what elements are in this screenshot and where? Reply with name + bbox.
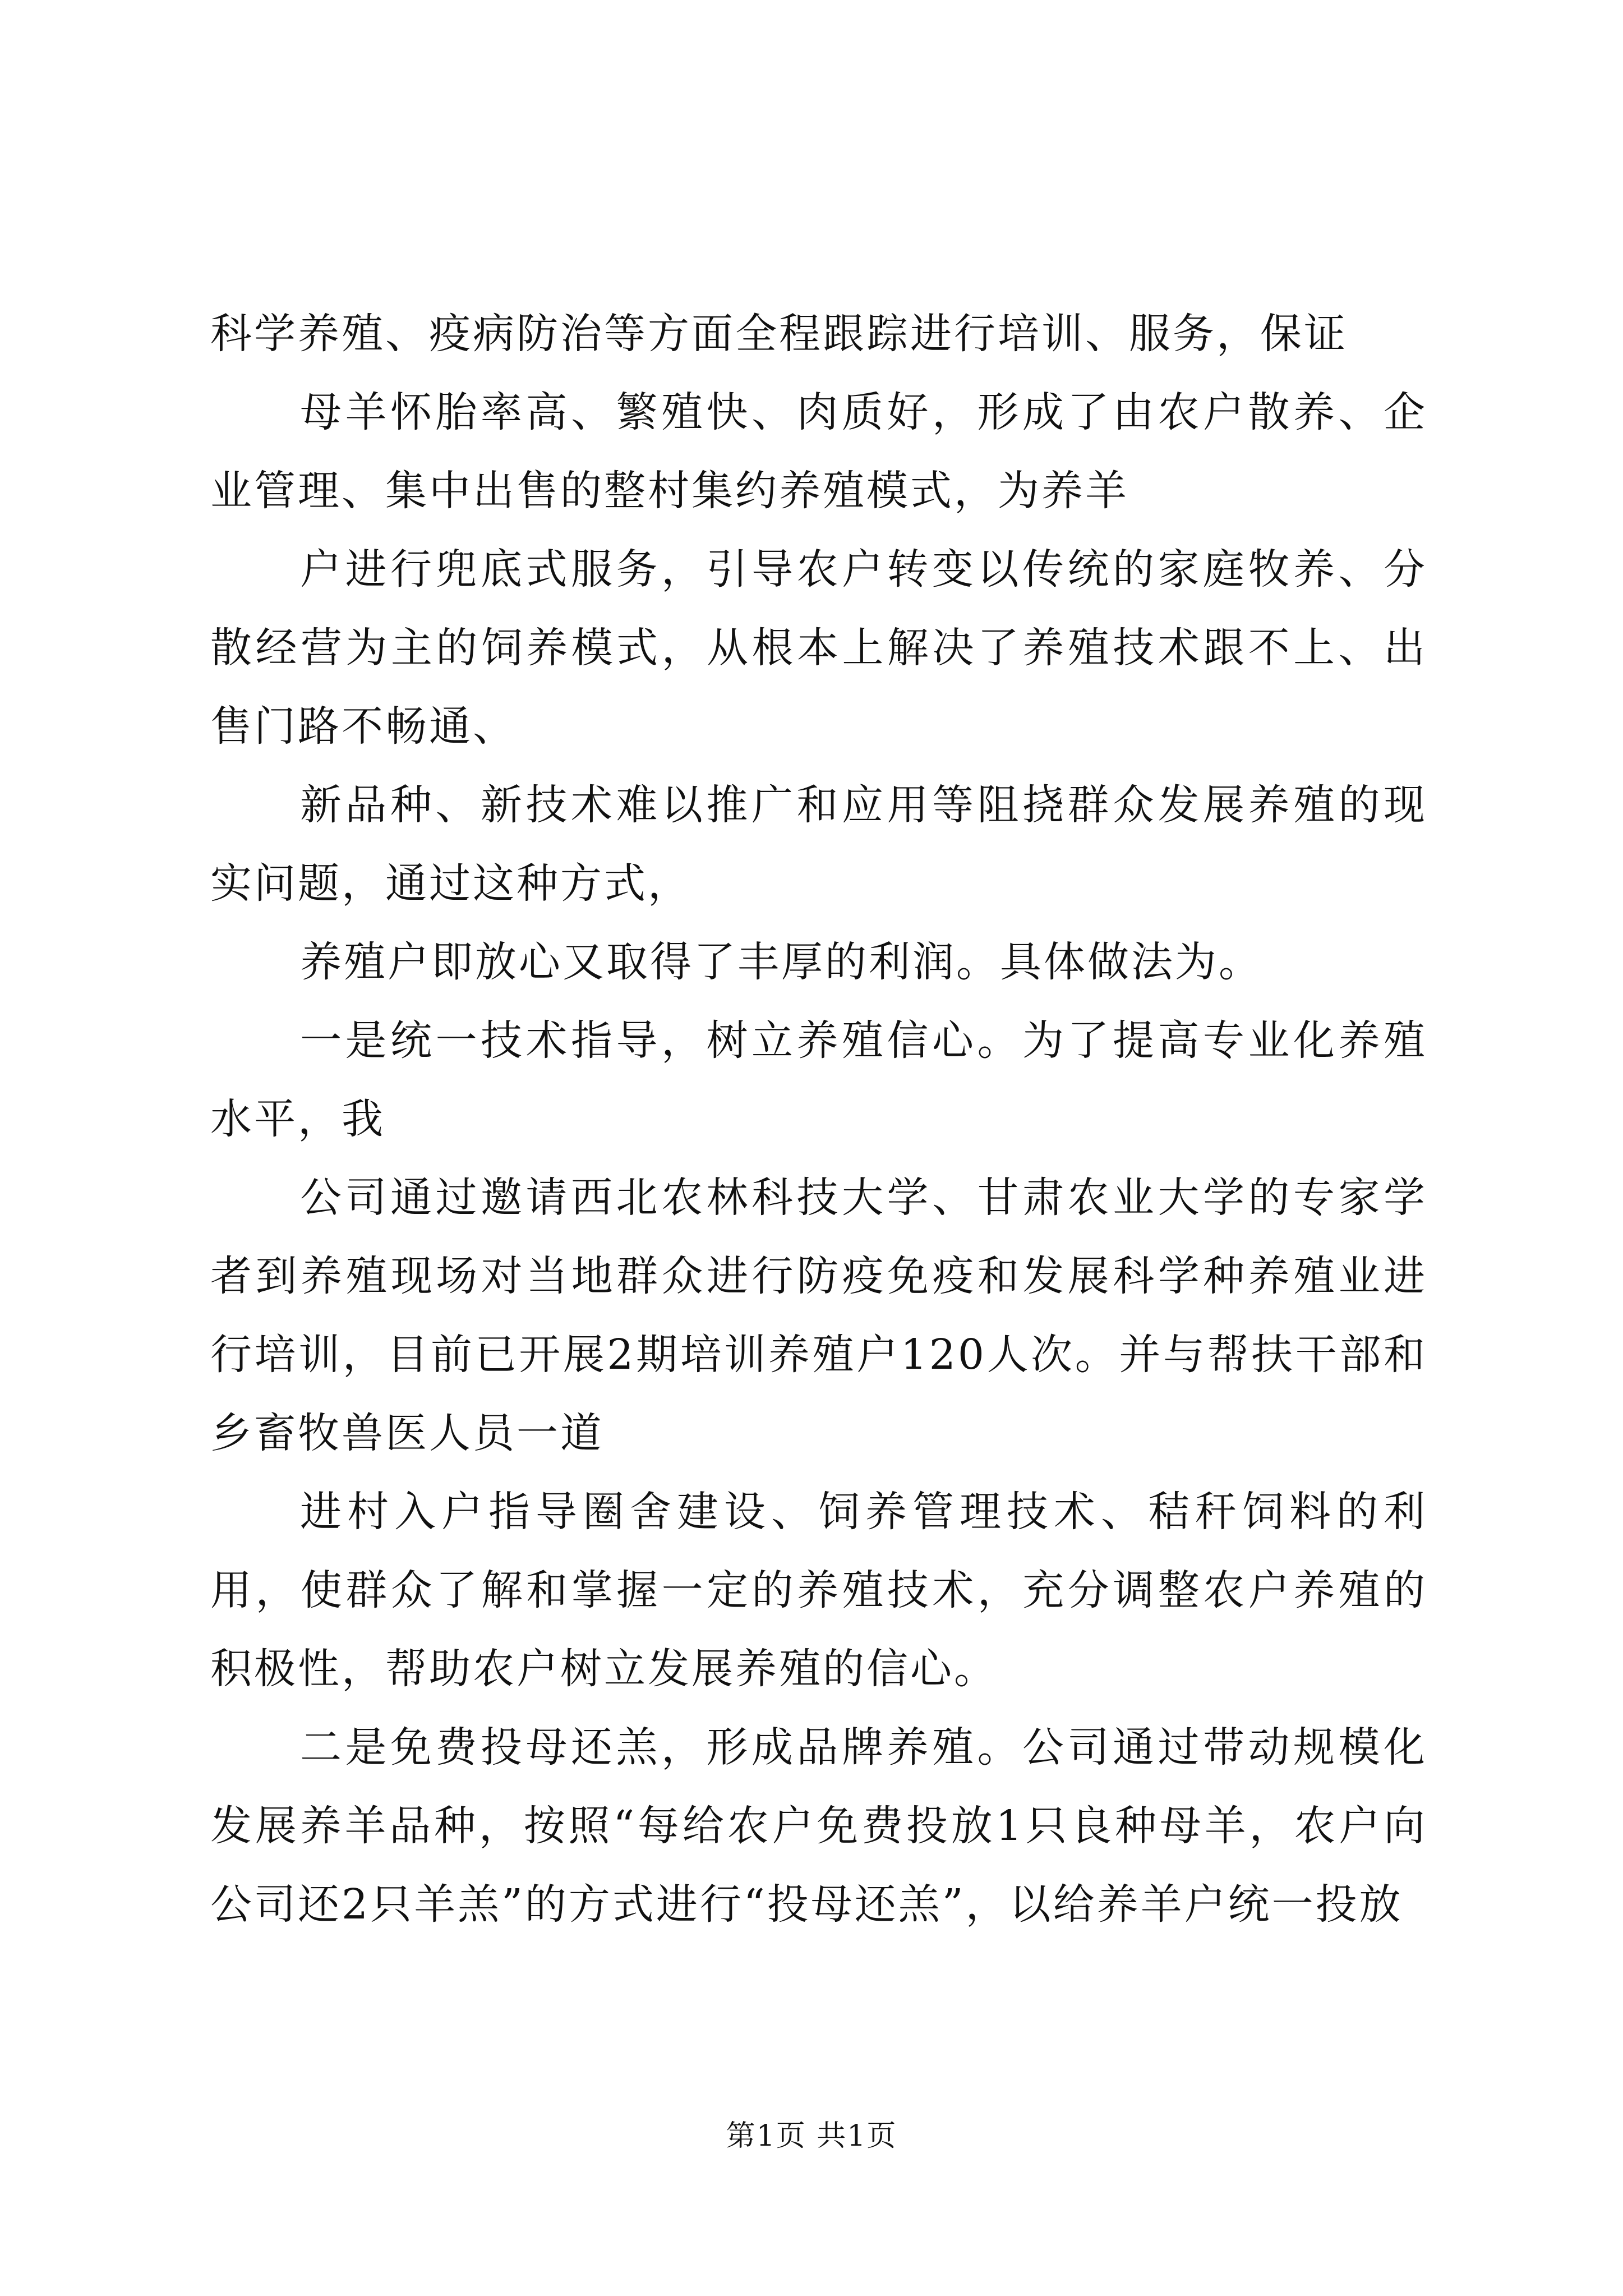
paragraph-2: 母羊怀胎率高、繁殖快、肉质好，形成了由农户散养、企业管理、集中出售的整村集约养殖模式，为养羊	[210, 388, 1427, 515]
paragraph-8: 进村入户指导圈舍建设、饲养管理技术、秸秆饲料的利用，使群众了解和掌握一定的养殖技术，充分调整农户养殖的积极性，帮助农户树立发展养殖的信心。	[210, 1488, 1427, 1693]
paragraph-6: 一是统一技术指导，树立养殖信心。为了提高专业化养殖水平，我	[210, 1016, 1427, 1143]
paragraph-9: 二是免费投母还羔，形成品牌养殖。公司通过带动规模化发展养羊品种，按照“每给农户免费投放1只良种母羊，农户向公司还2只羊羔”的方式进行“投母还羔”，以给养羊户统一投放	[210, 1723, 1427, 1929]
page-footer: 第1页 共1页	[726, 2119, 897, 2153]
paragraph-1: 科学养殖、疫病防治等方面全程跟踪进行培训、服务，保证	[210, 310, 1348, 358]
paragraph-7: 公司通过邀请西北农林科技大学、甘肃农业大学的专家学者到养殖现场对当地群众进行防疫免疫和发展科学种养殖业进行培训，目前已开展2期培训养殖户120人次。并与帮扶干部和乡畜牧兽医人员一道	[210, 1174, 1427, 1457]
paragraph-3: 户进行兜底式服务，引导农户转变以传统的家庭牧养、分散经营为主的饲养模式，从根本上解决了养殖技术跟不上、出售门路不畅通、	[210, 545, 1427, 751]
body-text	[210, 295, 1427, 1944]
paragraph-4: 新品种、新技术难以推广和应用等阻挠群众发展养殖的现实问题，通过这种方式，	[210, 781, 1427, 908]
paragraph-5: 养殖户即放心又取得了丰厚的利润。具体做法为。	[300, 938, 1262, 986]
